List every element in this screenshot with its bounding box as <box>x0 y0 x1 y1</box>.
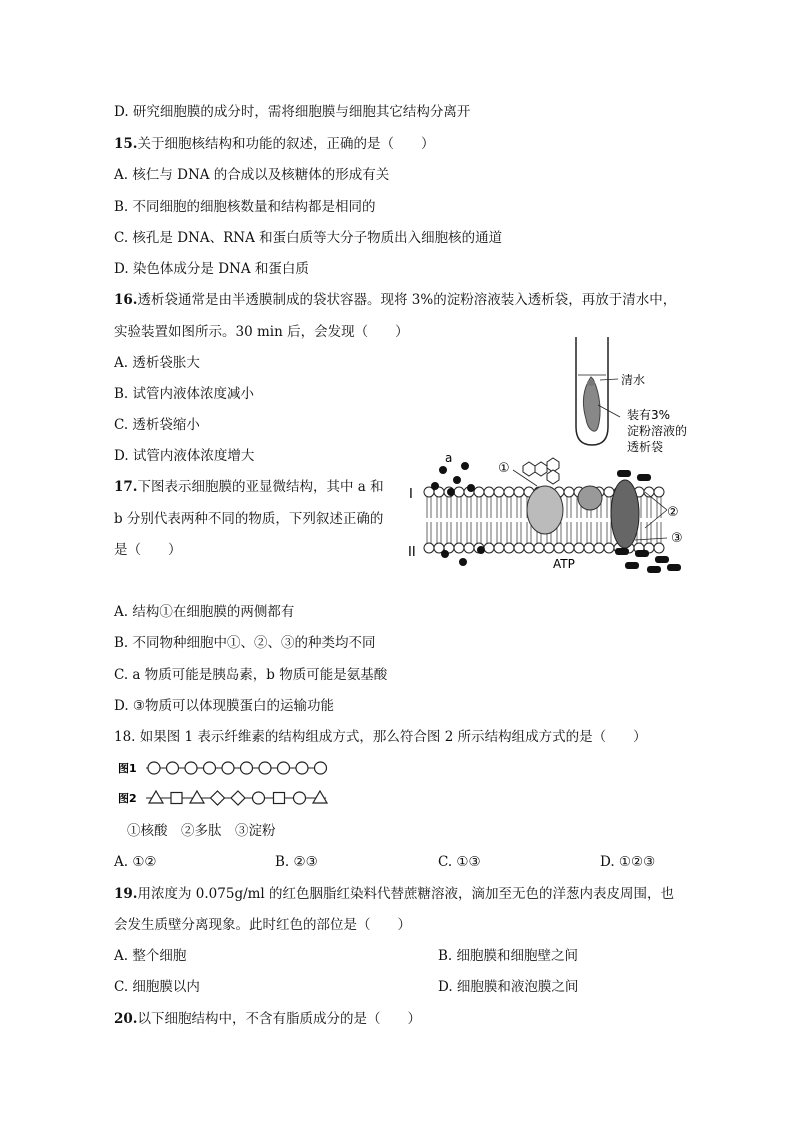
q17-text: 下图表示细胞膜的亚显微结构，其中 a 和 <box>137 479 384 495</box>
phospholipid-tail <box>487 522 491 543</box>
phospholipid-tail <box>427 522 431 543</box>
phospholipid-head <box>424 543 434 553</box>
q19-text: 用浓度为 0.075g/ml 的红色胭脂红染料代替蔗糖溶液，滴加至无色的洋葱内表皮周围，也 <box>137 886 675 902</box>
q17-stem-line3: 是（ ） <box>114 542 182 558</box>
phospholipid-tail <box>497 522 501 543</box>
water-pointer-line <box>600 379 618 380</box>
label-bag-line3: 透析袋 <box>627 440 664 454</box>
phospholipid-tail <box>477 522 481 543</box>
phospholipid-tail <box>597 522 601 543</box>
monomer-circle <box>259 762 271 774</box>
phospholipid-tail <box>447 497 451 518</box>
monomer-circle <box>185 762 197 774</box>
phospholipid-tail <box>567 522 571 543</box>
phospholipid-head <box>594 543 604 553</box>
phospholipid-head <box>484 543 494 553</box>
bag-knot <box>587 380 595 386</box>
q16-stem-line2: 实验装置如图所示。30 min 后，会发现（ ） <box>114 324 409 340</box>
q19-option-c: C. 细胞膜以内 <box>114 979 200 995</box>
q15-text: 关于细胞核结构和功能的叙述，正确的是（ ） <box>137 136 435 152</box>
label-1: ① <box>498 461 510 476</box>
phospholipid-tail <box>517 522 521 543</box>
monomer-shape <box>253 792 265 804</box>
q15-option-b: B. 不同细胞的细胞核数量和结构都是相同的 <box>114 199 376 215</box>
monomer-circle <box>278 762 290 774</box>
phospholipid-tail <box>437 522 441 543</box>
phospholipid-head <box>454 487 464 497</box>
phospholipid-tail <box>587 522 591 543</box>
label-bag-line1: 装有3% <box>627 408 671 422</box>
monomer-shape <box>313 791 327 803</box>
q20-stem <box>114 1010 421 1028</box>
phospholipid-head <box>604 543 614 553</box>
phospholipid-head <box>534 543 544 553</box>
figure1-circle-chain <box>146 762 327 774</box>
q16-option-b: B. 试管内液体浓度减小 <box>114 386 255 402</box>
label-a: a <box>445 451 453 465</box>
label2-pointer-b <box>645 510 667 528</box>
phospholipid-head <box>514 543 524 553</box>
monomer-circle <box>204 762 216 774</box>
structure-diagrams <box>118 758 338 808</box>
q17-option-c: C. a 物质可能是胰岛素，b 物质可能是氨基酸 <box>114 667 388 683</box>
protein-channel <box>527 486 563 534</box>
label-2: ② <box>667 505 679 520</box>
q15-option-d: D. 染色体成分是 DNA 和蛋白质 <box>114 261 309 277</box>
phospholipid-tail <box>577 522 581 543</box>
monomer-circle <box>296 762 308 774</box>
q15-number: 15. <box>114 136 138 152</box>
monomer-circle <box>148 762 160 774</box>
label-side-I: I <box>409 487 413 502</box>
phospholipid-head <box>604 487 614 497</box>
phospholipid-tail <box>657 522 661 543</box>
q19-stem-line1 <box>114 885 674 903</box>
q16-stem-line1 <box>114 291 676 309</box>
q18-option-d: D. ①②③ <box>600 854 656 870</box>
monomer-circle <box>222 762 234 774</box>
phospholipid-tail <box>457 497 461 518</box>
phospholipid-head <box>654 487 664 497</box>
q17-option-a: A. 结构①在细胞膜的两侧都有 <box>114 604 295 620</box>
q16-text: 透析袋通常是由半透膜制成的袋状容器。现将 3%的淀粉溶液装入透析袋，再放于清水中， <box>137 292 677 308</box>
q19-number: 19. <box>114 886 138 902</box>
q18-items: ①核酸 ②多肽 ③淀粉 <box>127 823 276 839</box>
monomer-circle <box>241 762 253 774</box>
phospholipid-head <box>514 487 524 497</box>
phospholipid-tail <box>567 497 571 518</box>
phospholipid-tail <box>517 497 521 518</box>
label-3: ③ <box>671 531 683 546</box>
q19-option-d: D. 细胞膜和液泡膜之间 <box>438 979 579 995</box>
phospholipid-tail <box>477 497 481 518</box>
phospholipid-tail <box>447 522 451 543</box>
monomer-shape <box>294 792 306 804</box>
q17-stem-line1 <box>114 478 384 496</box>
q17-stem-line2: b 分别代表两种不同的物质，下列叙述正确的 <box>114 511 384 527</box>
q20-number: 20. <box>114 1011 138 1027</box>
q16-option-c: C. 透析袋缩小 <box>114 417 200 433</box>
carrier-protein <box>611 480 639 548</box>
monomer-shape <box>211 791 225 805</box>
phospholipid-tail <box>497 497 501 518</box>
phospholipid-tail <box>527 522 531 543</box>
q15-option-a: A. 核仁与 DNA 的合成以及核糖体的形成有关 <box>114 167 390 183</box>
phospholipid-head <box>464 543 474 553</box>
phospholipid-tail <box>427 497 431 518</box>
phospholipid-head <box>564 543 574 553</box>
monomer-shape <box>171 793 182 804</box>
monomer-shape <box>274 793 285 804</box>
phospholipid-head <box>494 543 504 553</box>
phospholipid-head <box>504 543 514 553</box>
surface-protein <box>578 486 602 510</box>
phospholipid-head <box>454 543 464 553</box>
phospholipid-head <box>564 487 574 497</box>
q18-option-a: A. ①② <box>114 854 157 870</box>
q19-stem-line2: 会发生质壁分离现象。此时红色的部位是（ ） <box>114 917 411 933</box>
q18-stem: 18. 如果图 1 表示纤维素的结构组成方式，那么符合图 2 所示结构组成方式的是（ ） <box>114 729 647 745</box>
phospholipid-head <box>484 487 494 497</box>
phospholipid-tail <box>647 497 651 518</box>
q14-option-d: D. 研究细胞膜的成分时，需将细胞膜与细胞其它结构分离开 <box>114 104 471 120</box>
q16-number: 16. <box>114 292 138 308</box>
label-side-II: II <box>408 545 416 560</box>
q20-text: 以下细胞结构中，不含有脂质成分的是（ ） <box>137 1011 421 1027</box>
figure2-mixed-chain <box>146 791 327 805</box>
phospholipid-tail <box>467 522 471 543</box>
phospholipid-head <box>554 543 564 553</box>
phospholipid-tail <box>607 497 611 518</box>
phospholipid-tail <box>507 522 511 543</box>
label-fig1: 图1 <box>118 762 137 775</box>
phospholipid-head <box>574 543 584 553</box>
phospholipid-head <box>544 543 554 553</box>
q18-option-c: C. ①③ <box>438 854 481 870</box>
phospholipid-tail <box>507 497 511 518</box>
q16-option-d: D. 试管内液体浓度增大 <box>114 448 255 464</box>
monomer-shape <box>190 791 204 803</box>
phospholipid-tail <box>467 497 471 518</box>
phospholipid-tail <box>607 522 611 543</box>
phospholipid-head <box>524 543 534 553</box>
phospholipid-head <box>584 543 594 553</box>
phospholipid-head <box>474 487 484 497</box>
q18-option-b: B. ②③ <box>275 854 318 870</box>
q16-option-a: A. 透析袋胀大 <box>114 355 200 371</box>
q17-option-d: D. ③物质可以体现膜蛋白的运输功能 <box>114 698 335 714</box>
monomer-circle <box>167 762 179 774</box>
monomer-shape <box>149 791 163 803</box>
q19-option-b: B. 细胞膜和细胞壁之间 <box>438 948 579 964</box>
phospholipid-head <box>654 543 664 553</box>
phospholipid-tail <box>657 497 661 518</box>
q19-option-a: A. 整个细胞 <box>114 948 187 964</box>
cell-membrane-figure <box>405 452 695 577</box>
q15-stem <box>114 135 435 153</box>
label-water: 清水 <box>621 373 646 387</box>
q17-number: 17. <box>114 479 138 495</box>
q15-option-c: C. 核孔是 DNA、RNA 和蛋白质等大分子物质出入细胞核的通道 <box>114 230 503 246</box>
phospholipid-head <box>494 487 504 497</box>
dialysis-tube-figure <box>560 335 710 460</box>
phospholipid-head <box>504 487 514 497</box>
label-atp: ATP <box>553 557 575 571</box>
phospholipid-tail <box>487 497 491 518</box>
bag-pointer-line <box>598 405 620 417</box>
label-bag-line2: 淀粉溶液的 <box>627 424 688 438</box>
monomer-circle <box>315 762 327 774</box>
phospholipid-tail <box>457 522 461 543</box>
monomer-shape <box>231 791 245 805</box>
phospholipid-tail <box>437 497 441 518</box>
q17-option-b: B. 不同物种细胞中①、②、③的种类均不同 <box>114 635 376 651</box>
label-fig2: 图2 <box>118 792 137 805</box>
